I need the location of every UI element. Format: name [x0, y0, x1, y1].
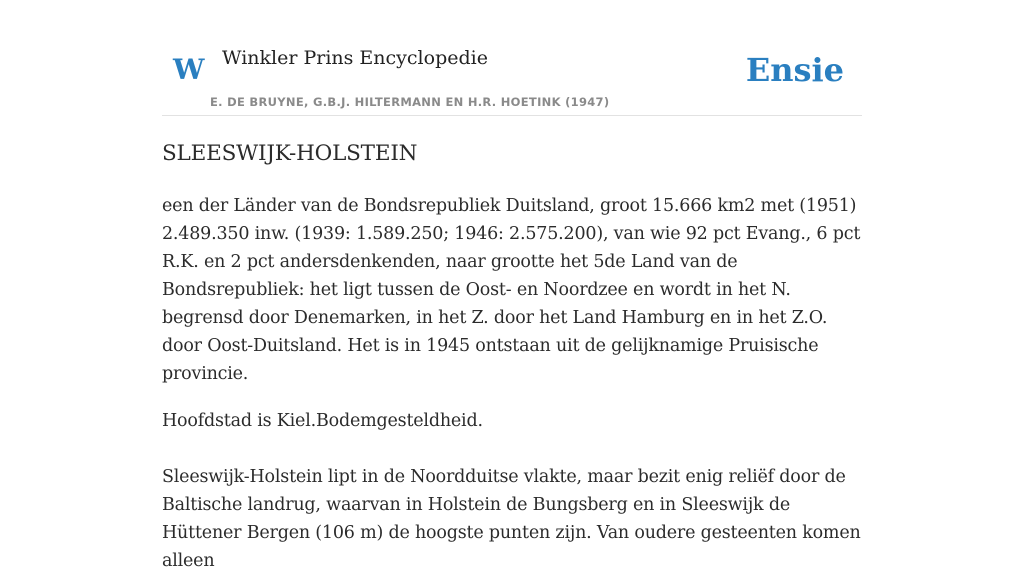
ensie-logo-link[interactable]: Ensie [745, 51, 844, 89]
winkler-prins-logo[interactable]: W [173, 53, 205, 86]
article-paragraph-capital: Hoofdstad is Kiel.Bodemgesteldheid. [162, 411, 483, 431]
article-paragraph-intro: een der Länder van de Bondsrepubliek Duitsland, groot 15.666 km2 met (1951) 2.489.350 inw. (1939: 1.589.250; 1946: 2.575.200), van wie 92 pct Evang., 6 pct R.K. en 2 pct andersdenkenden, naar grootte het 5de Land van de Bondsrepubliek: het ligt tussen de Oost- en Noordzee en wordt in het N. begrensd door Denemarken, in het Z. door het Land Hamburg en in het Z.O. door Oost-Duitsland. Het is in 1945 ontstaan uit de gelijknamige Pruisische provincie. [162, 196, 861, 384]
site-header [162, 0, 862, 116]
article-paragraph-geography: Sleeswijk-Holstein lipt in de Noordduitse vlakte, maar bezit enig reliëf door de Baltische landrug, waarvan in Holstein de Bungsberg en in Sleeswijk de Hüttener Bergen (106 m) de hoogste punten zijn. Van oudere gesteenten komen alleen [162, 467, 861, 571]
source-title[interactable]: Winkler Prins Encyclopedie [222, 47, 488, 69]
source-authors: E. DE BRUYNE, G.B.J. HILTERMANN EN H.R. HOETINK (1947) [210, 95, 610, 109]
article-title: SLEESWIJK-HOLSTEIN [162, 141, 418, 166]
article [162, 138, 866, 575]
